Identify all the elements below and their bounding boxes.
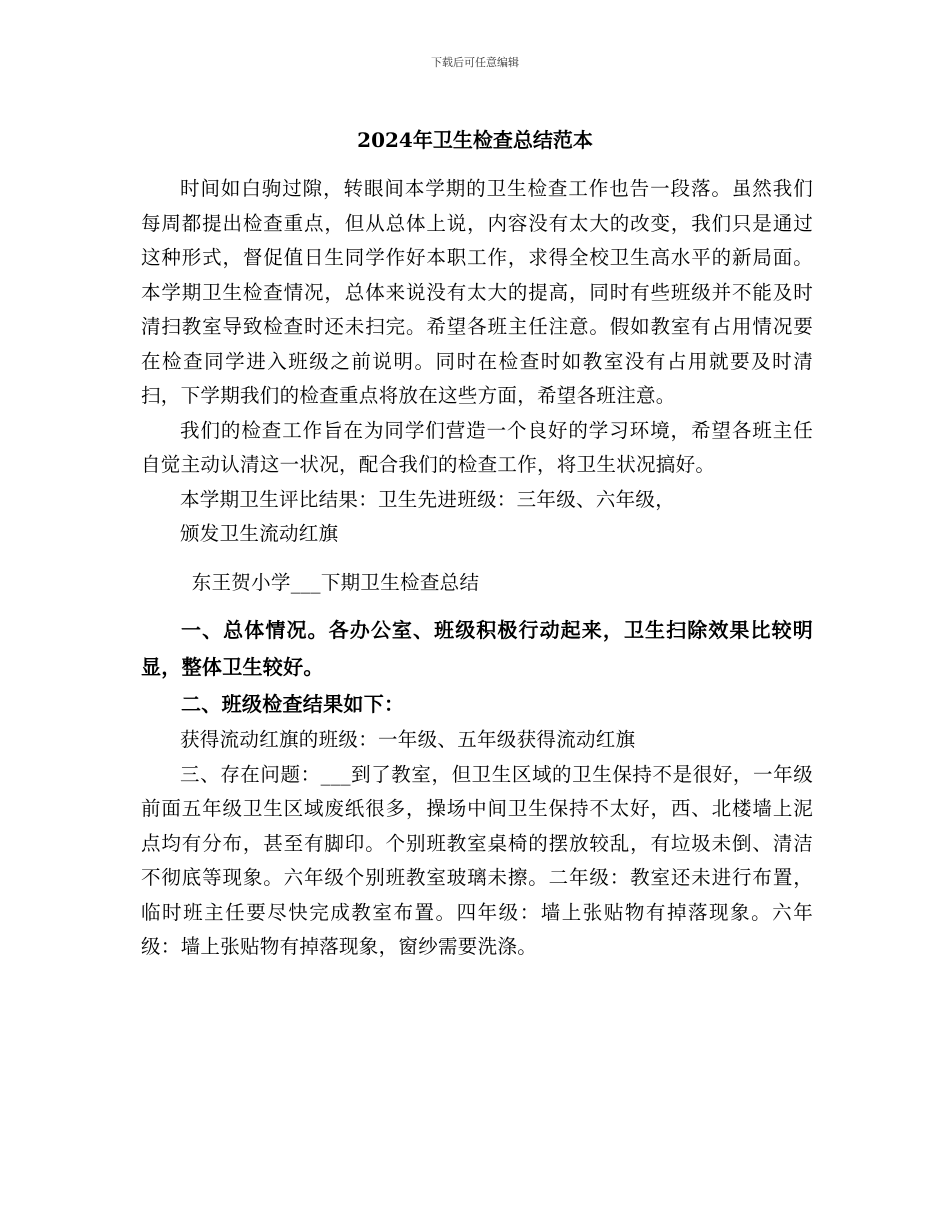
section-overall: 一、总体情况。各办公室、班级积极行动起来，卫生扫除效果比较明显，整体卫生较好。 [141, 618, 813, 679]
document-title: 2024年卫生检查总结范本 [357, 128, 593, 152]
school-summary-heading: 东王贺小学___下期卫生检查总结 [191, 570, 480, 594]
paragraph-results: 本学期卫生评比结果：卫生先进班级：三年级、六年级， [180, 487, 676, 511]
paragraph-intro: 时间如白驹过隙，转眼间本学期的卫生检查工作也告一段落。虽然我们每周都提出检查重点，但从总体上说，内容没有太大的改变，我们只是通过这种形式，督促值日生同学作好本职工作，求得全校卫生高水平的新局面。本学期卫生检查情况，总体来说没有太大的提高，同时有些班级并不能及时清扫教室导致检查时还未扫完。希望各班主任注意。假如教室有占用情况要在检查同学进入班级之前说明。同时在检查时如教室没有占用就要及时清扫，下学期我们的检查重点将放在这些方面，希望各班注意。 [141, 177, 813, 407]
document-body [141, 172, 813, 965]
section-class-results: 二、班级检查结果如下： [181, 692, 405, 716]
paragraph-purpose: 我们的检查工作旨在为同学们营造一个良好的学习环境，希望各班主任自觉主动认清这一状况，配合我们的检查工作，将卫生状况搞好。 [141, 418, 813, 476]
paragraph-red-flag: 获得流动红旗的班级：一年级、五年级获得流动红旗 [180, 728, 636, 751]
section-problems: 三、存在问题：___到了教室，但卫生区域的卫生保持不是很好，一年级前面五年级卫生区域废纸很多，操场中间卫生保持不太好，西、北楼墙上泥点均有分布，甚至有脚印。个别班教室桌椅的摆放较乱，有垃圾未倒、清洁不彻底等现象。六年级个别班教室玻璃未擦。二年级：教室还未进行布置，临时班主任要尽快完成教室布置。四年级：墙上张贴物有掉落现象。六年级：墙上张贴物有掉落现象，窗纱需要洗涤。 [141, 762, 813, 958]
page-header: 下载后可任意编辑 [431, 56, 519, 69]
paragraph-award: 颁发卫生流动红旗 [180, 522, 339, 545]
